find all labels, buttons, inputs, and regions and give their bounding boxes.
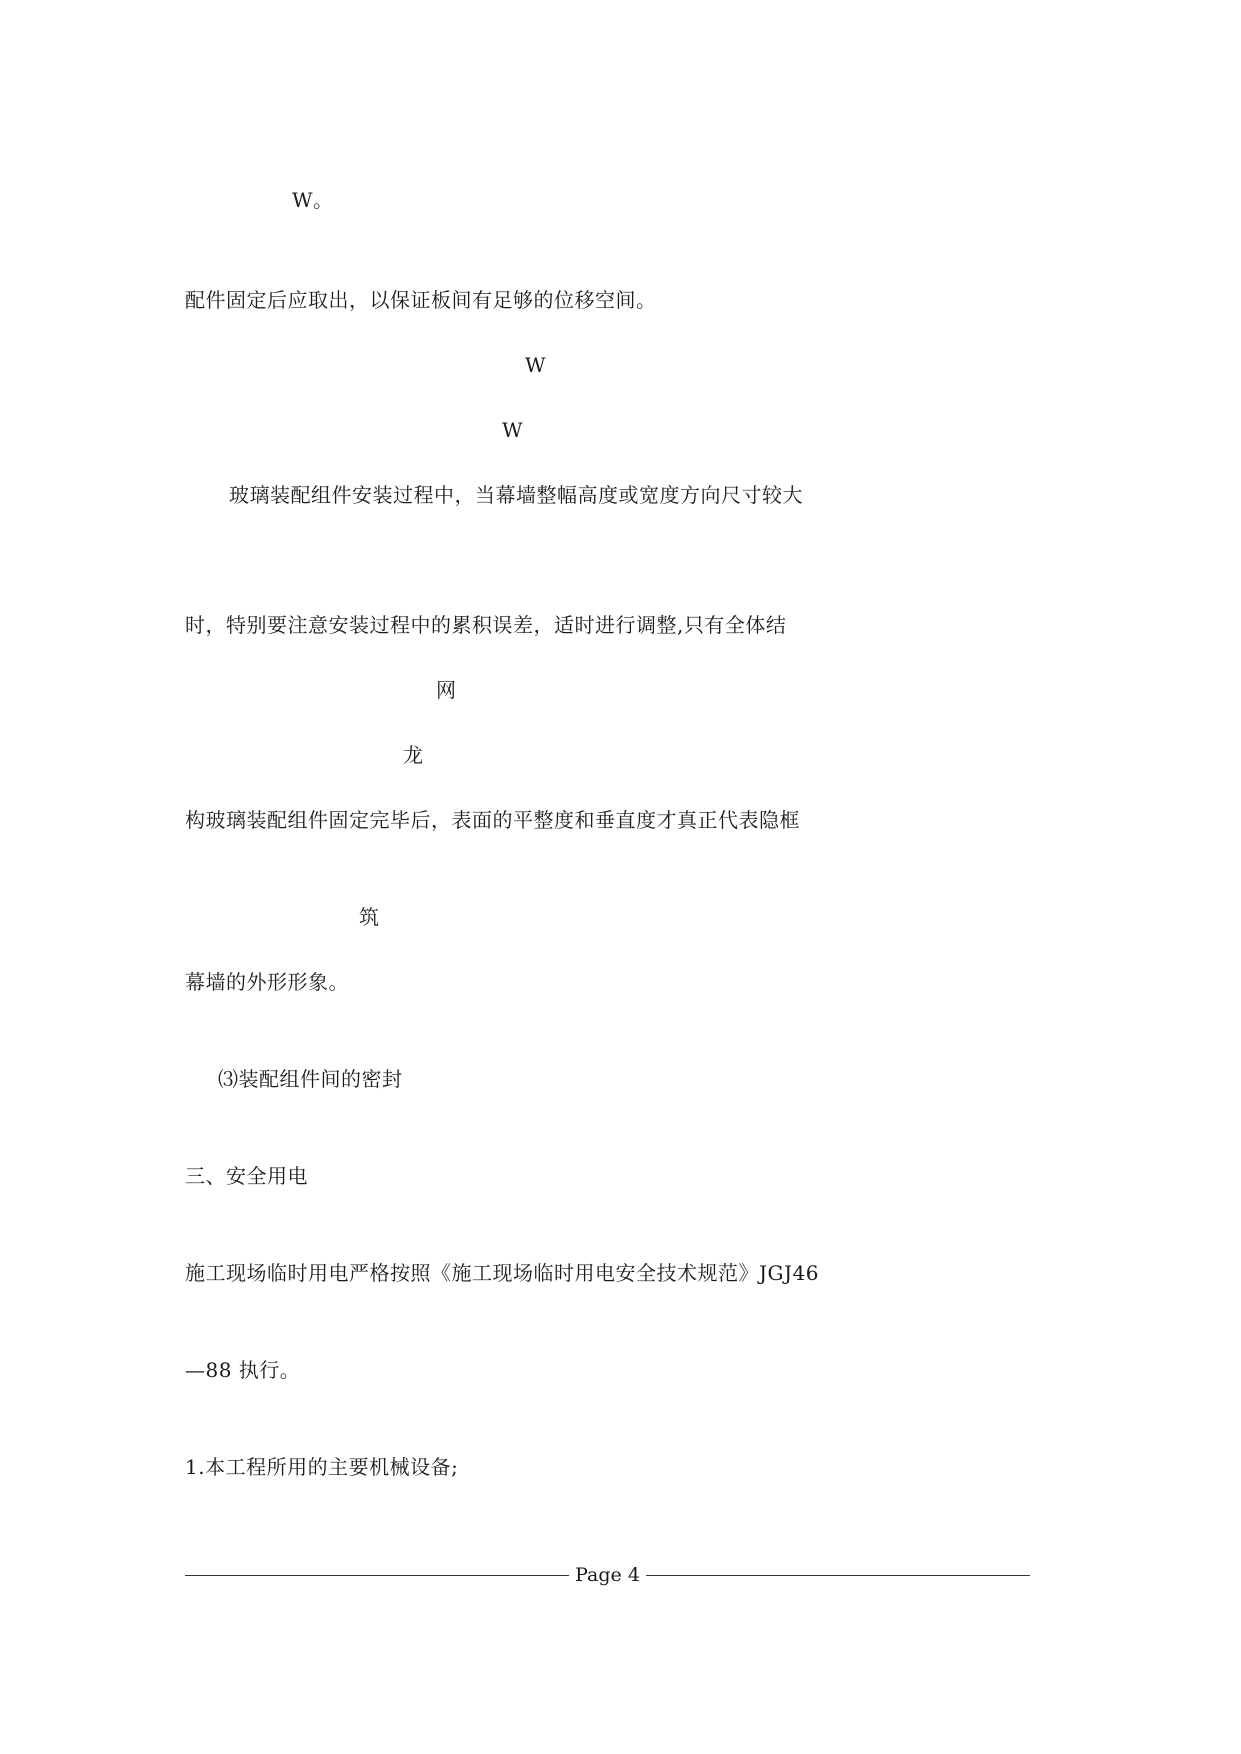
text-line: 构玻璃装配组件固定完毕后，表面的平整度和垂直度才真正代表隐框 — [185, 808, 800, 832]
text-line: W。 — [292, 188, 334, 212]
text-line: 时，特别要注意安装过程中的累积误差，适时进行调整,只有全体结 — [185, 613, 787, 637]
text-line: 龙 — [403, 743, 424, 767]
text-line: 筑 — [359, 905, 380, 929]
text-line: 网 — [436, 678, 457, 702]
text-line: 玻璃装配组件安装过程中，当幕墙整幅高度或宽度方向尺寸较大 — [229, 483, 803, 507]
text-line: ⑶装配组件间的密封 — [218, 1067, 403, 1091]
text-line: —88 执行。 — [185, 1358, 301, 1382]
page-footer — [185, 1563, 1030, 1587]
footer-rule-right — [646, 1575, 1030, 1576]
text-line: W — [525, 353, 547, 377]
text-line: W — [502, 418, 524, 442]
footer-rule-left — [185, 1575, 569, 1576]
page-number: Page 4 — [575, 1564, 640, 1586]
text-line: 1.本工程所用的主要机械设备; — [185, 1455, 459, 1479]
section-heading: 三、安全用电 — [185, 1164, 308, 1188]
text-line: 施工现场临时用电严格按照《施工现场临时用电安全技术规范》JGJ46 — [185, 1261, 819, 1285]
text-line: 配件固定后应取出，以保证板间有足够的位移空间。 — [185, 288, 657, 312]
text-line: 幕墙的外形形象。 — [185, 970, 349, 994]
